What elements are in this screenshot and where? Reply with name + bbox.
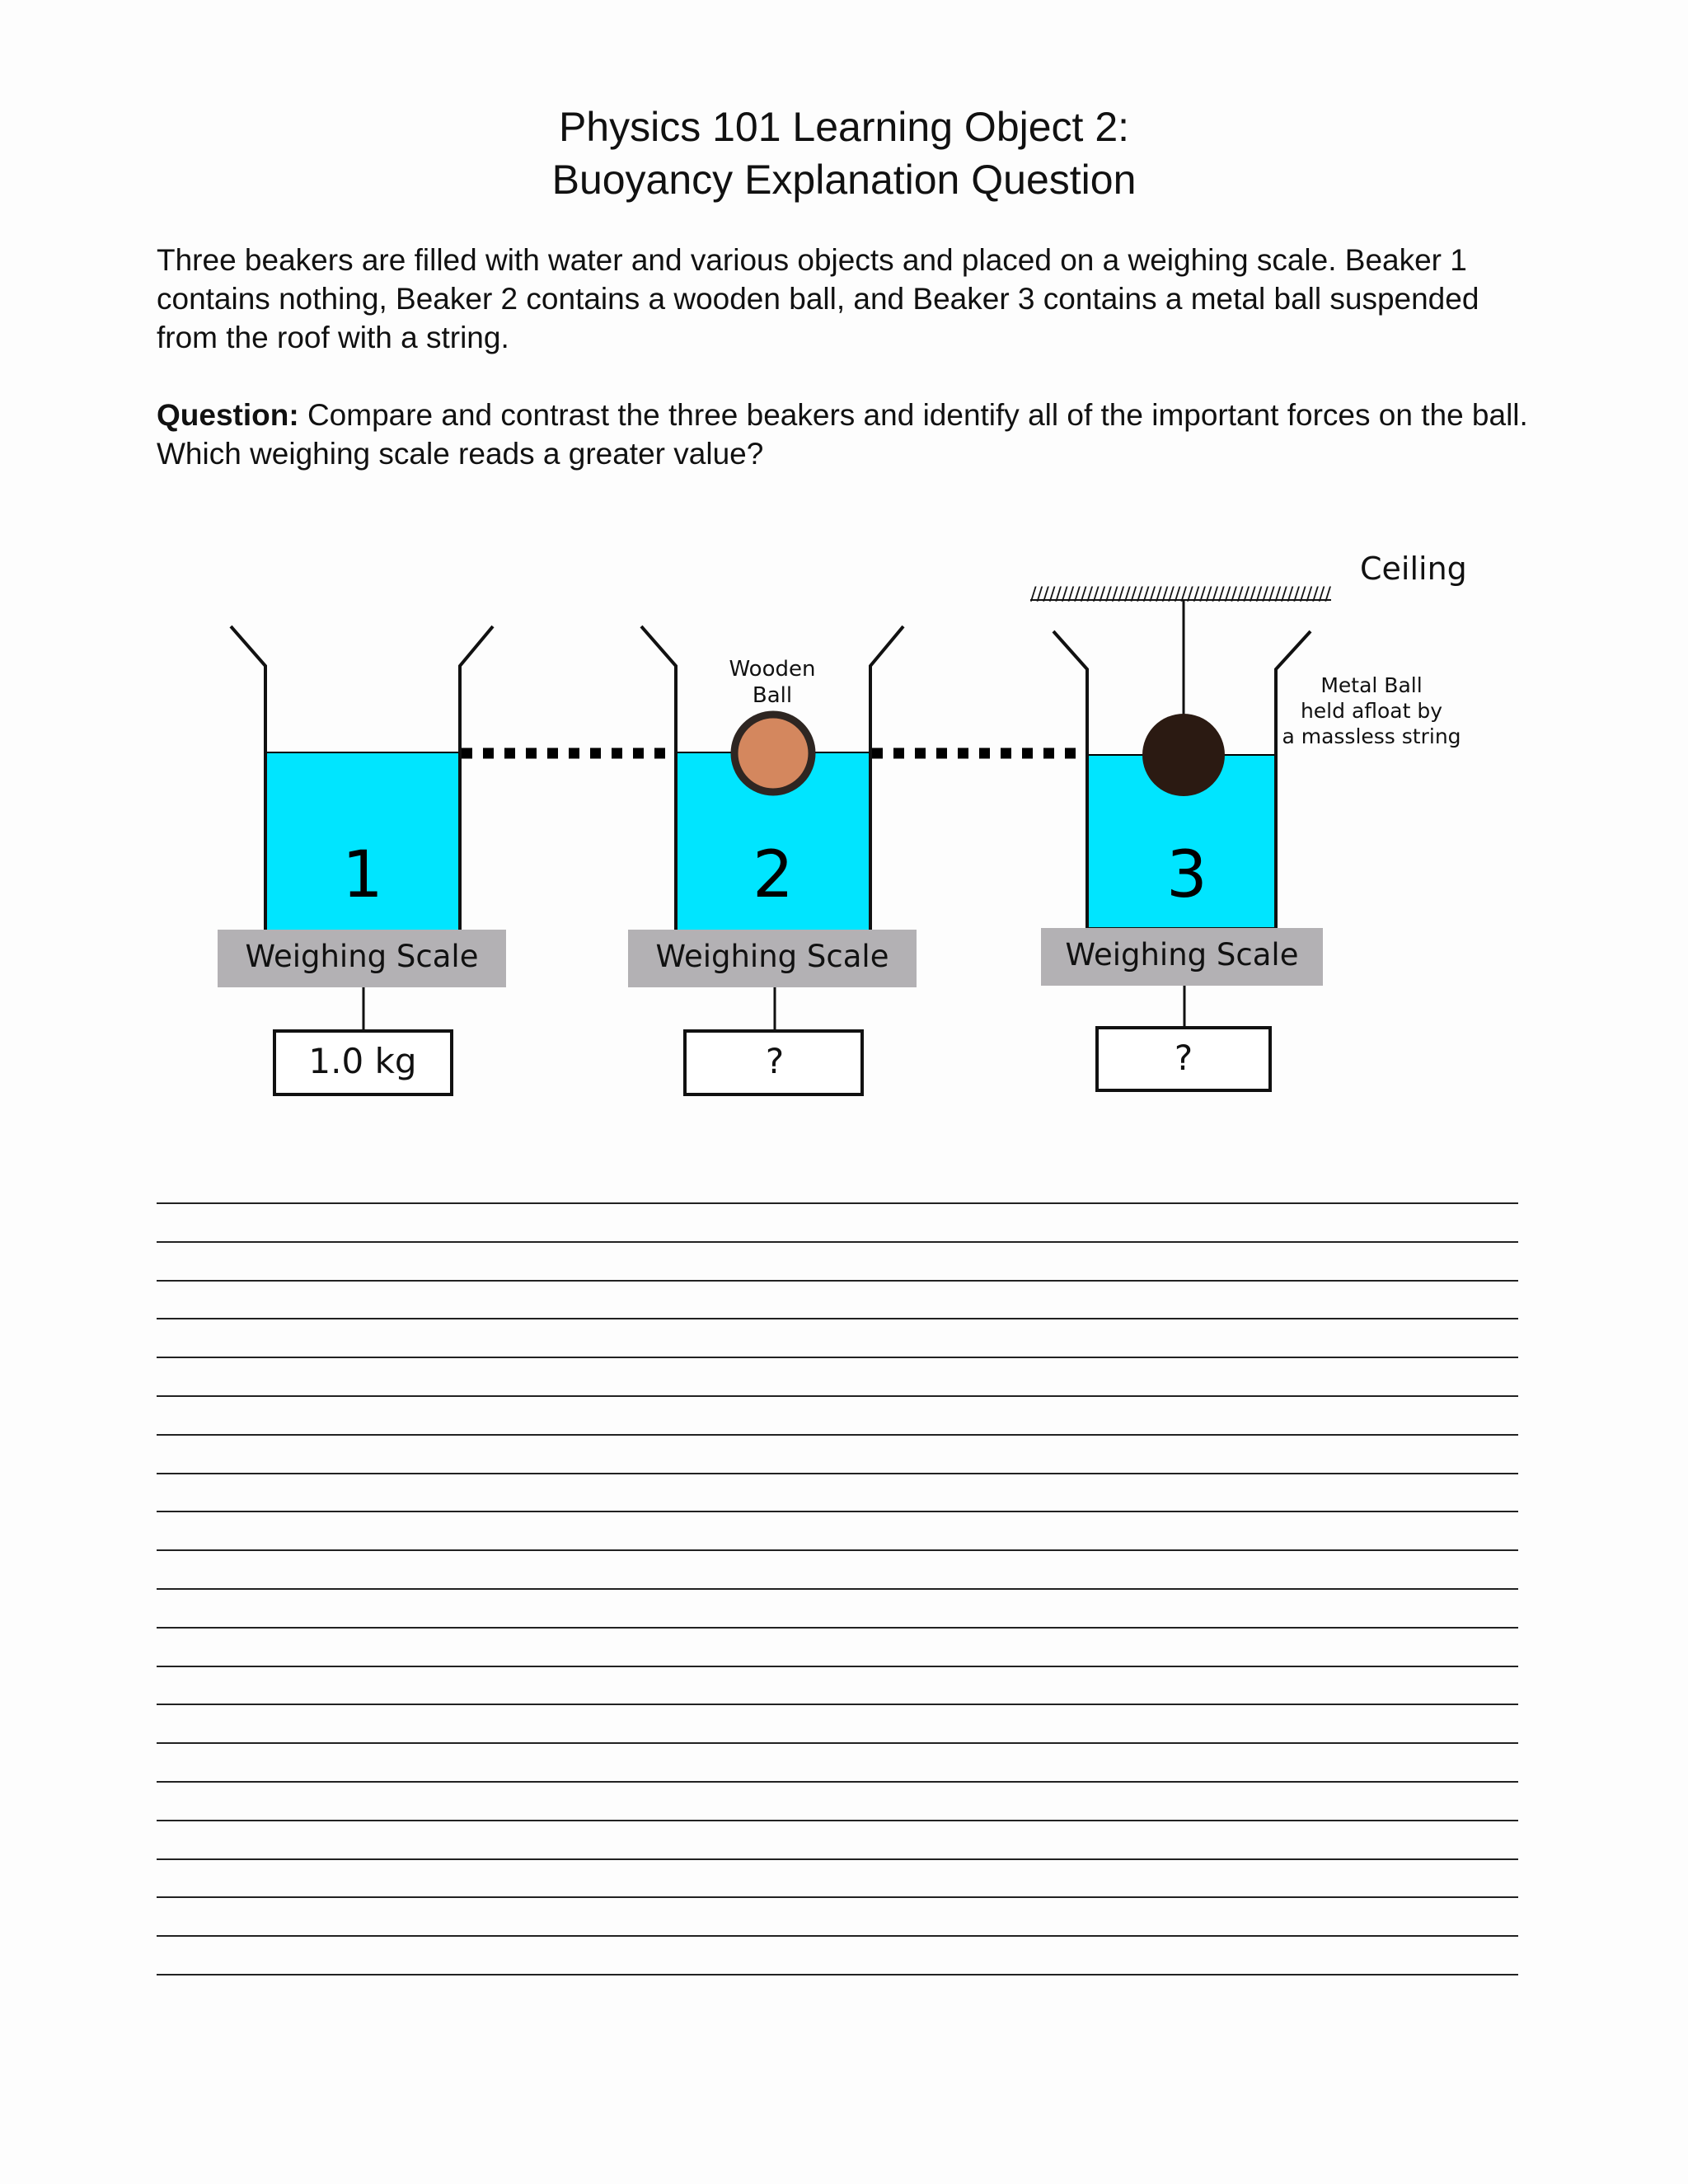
answer-line [157, 1781, 1518, 1783]
beaker-1-number: 1 [342, 838, 383, 912]
scale-3-reading: ? [1174, 1038, 1193, 1078]
metal-ball-label-line-3: a massless string [1282, 724, 1461, 748]
answer-line [157, 1666, 1518, 1667]
beaker-3-number: 3 [1166, 838, 1207, 912]
answer-line [157, 1280, 1518, 1282]
metal-ball-label-line-2: held afloat by [1300, 699, 1443, 723]
beaker-2 [628, 626, 917, 1094]
answer-line [157, 1820, 1518, 1821]
answer-line [157, 1202, 1518, 1204]
answer-line [157, 1896, 1518, 1898]
answer-line [157, 1858, 1518, 1860]
answer-line [157, 1627, 1518, 1629]
scale-3-label: Weighing Scale [1065, 937, 1299, 972]
answer-line [157, 1357, 1518, 1358]
metal-ball [1142, 714, 1225, 796]
beaker-2-number: 2 [753, 838, 794, 912]
metal-ball-label-line-1: Metal Ball [1320, 673, 1423, 697]
beaker-3 [1041, 600, 1461, 1090]
answer-line [157, 1395, 1518, 1397]
wooden-ball-label-line-2: Ball [752, 683, 793, 708]
ceiling-hatch: //////////////////////////////////////////////// [1030, 584, 1332, 605]
wooden-ball-label-line-1: Wooden [729, 657, 816, 682]
answer-line [157, 1511, 1518, 1512]
scale-2-label: Weighing Scale [655, 939, 889, 974]
answer-line [157, 1241, 1518, 1243]
intro-paragraph: Three beakers are filled with water and various objects and placed on a weighing scale. Beaker 1 contains nothing, Beaker 2 contains a wooden ball, and Beaker 3 contains a metal ball suspended from the roof with a string. [157, 243, 1479, 354]
answer-line [157, 1935, 1518, 1937]
answer-line [157, 1588, 1518, 1590]
answer-line [157, 1742, 1518, 1744]
question-text: Compare and contrast the three beakers and identify all of the important forces on the ball. Which weighing scale reads a greater value? [157, 398, 1528, 471]
scale-2-reading: ? [765, 1041, 785, 1081]
title-line-1: Physics 101 Learning Object 2: [558, 104, 1130, 150]
scale-1-reading: 1.0 kg [308, 1041, 417, 1081]
beaker-1 [218, 626, 506, 1094]
answer-line [157, 1974, 1518, 1975]
ceiling-label: Ceiling [1360, 551, 1467, 587]
answer-line [157, 1318, 1518, 1319]
answer-line [157, 1434, 1518, 1436]
wooden-ball [734, 715, 812, 792]
question-label: Question: [157, 398, 299, 432]
scale-1-label: Weighing Scale [245, 939, 479, 974]
title-line-2: Buoyancy Explanation Question [551, 157, 1137, 203]
answer-line [157, 1549, 1518, 1551]
answer-line [157, 1473, 1518, 1474]
answer-line [157, 1704, 1518, 1705]
